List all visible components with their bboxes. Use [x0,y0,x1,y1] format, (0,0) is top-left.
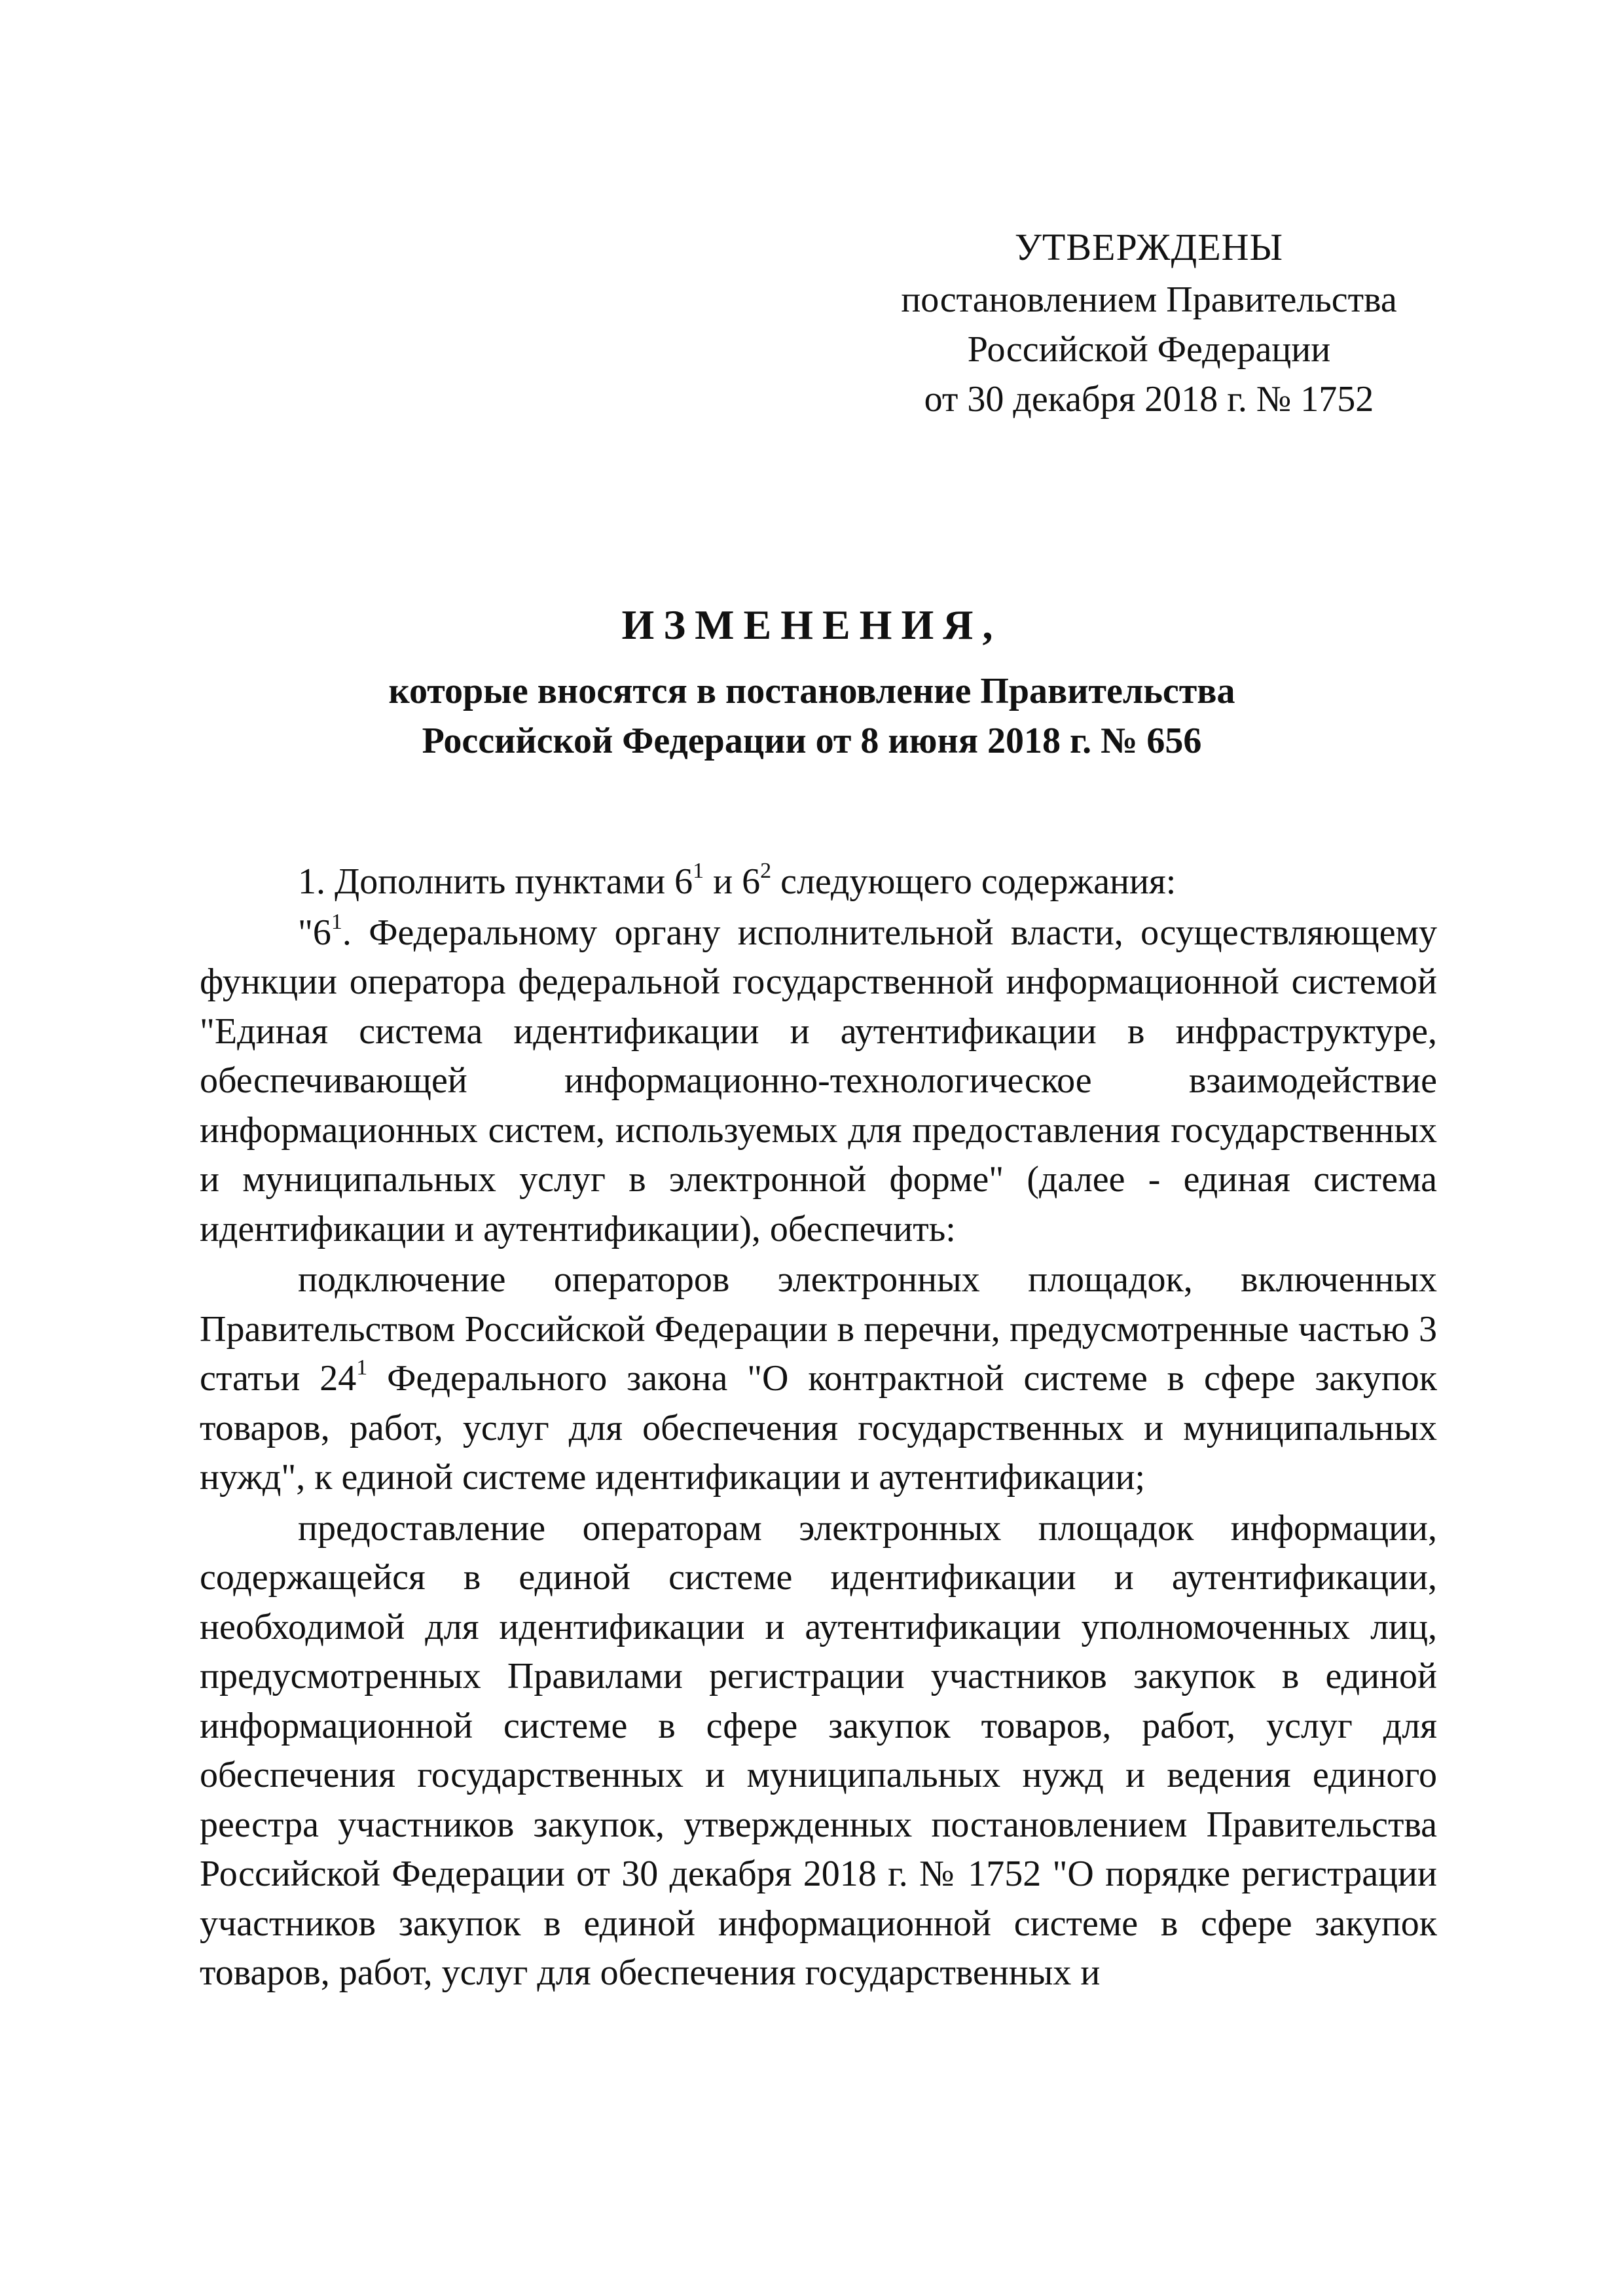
paragraph-1-sup-2: 2 [760,859,772,883]
document-subtitle-line-2: Российской Федерации от 8 июня 2018 г. № 656 [422,721,1202,761]
paragraph-1 [200,857,1437,907]
paragraph-3-sup: 1 [356,1355,368,1380]
paragraph-2-text-b: . Федеральному органу исполнительной власти, осуществляющему функции оператора федеральной государственной информационной системой "Единая система идентификации и аутентификации в инфраструктуре, обеспечивающей информационно-технологическое взаимодействие информационных систем, используемых для предоставления государственных и муниципальных услуг в электронной форме" (далее - единая система идентификации и аутентификации), обеспечить: [200,912,1437,1249]
document-subtitle-line-1: которые вносятся в постановление Правительства [388,671,1235,711]
paragraph-1-text-b: и 6 [704,861,761,902]
paragraph-3-text-b: Федерального закона "О контрактной системе в сфере закупок товаров, работ, услуг для обеспечения государственных и муниципальных нужд", к единой системе идентификации и аутентификации; [200,1358,1437,1498]
document-body [200,857,1437,2000]
paragraph-1-text-c: следующего содержания: [771,861,1176,902]
paragraph-2-text-a: "6 [298,912,331,953]
approval-stamp-block [871,223,1427,424]
paragraph-1-sup-1: 1 [693,859,704,883]
approval-line-3: от 30 декабря 2018 г. № 1752 [924,379,1374,420]
paragraph-2 [200,908,1437,1255]
paragraph-3-text-a: подключение операторов электронных площадок, включенных Правительством Российской Федерации в перечни, предусмотренные частью 3 статьи 24 [200,1259,1437,1399]
paragraph-4: предоставление операторам электронных площадок информации, содержащейся в единой системе идентификации и аутентификации, необходимой для идентификации и аутентификации уполномоченных лиц, предусмотренных Правилами регистрации участников закупок в единой информационной системе в сфере закупок товаров, работ, услуг для обеспечения государственных и муниципальных нужд и ведения единого реестра участников закупок, утвержденных постановлением Правительства Российской Федерации от 30 декабря 2018 г. № 1752 "О порядке регистрации участников закупок в единой информационной системе в сфере закупок товаров, работ, услуг для обеспечения государственных и [200,1507,1437,1993]
paragraph-3 [200,1255,1437,1503]
approval-line-2: Российской Федерации [967,329,1331,370]
document-heading [196,596,1427,766]
paragraph-2-sup: 1 [331,909,342,934]
paragraph-1-text-a: 1. Дополнить пунктами 6 [298,861,693,902]
document-title: ИЗМЕНЕНИЯ, [621,601,1002,648]
approval-line-1: постановлением Правительства [901,279,1397,320]
approval-title: УТВЕРЖДЕНЫ [1014,226,1284,268]
